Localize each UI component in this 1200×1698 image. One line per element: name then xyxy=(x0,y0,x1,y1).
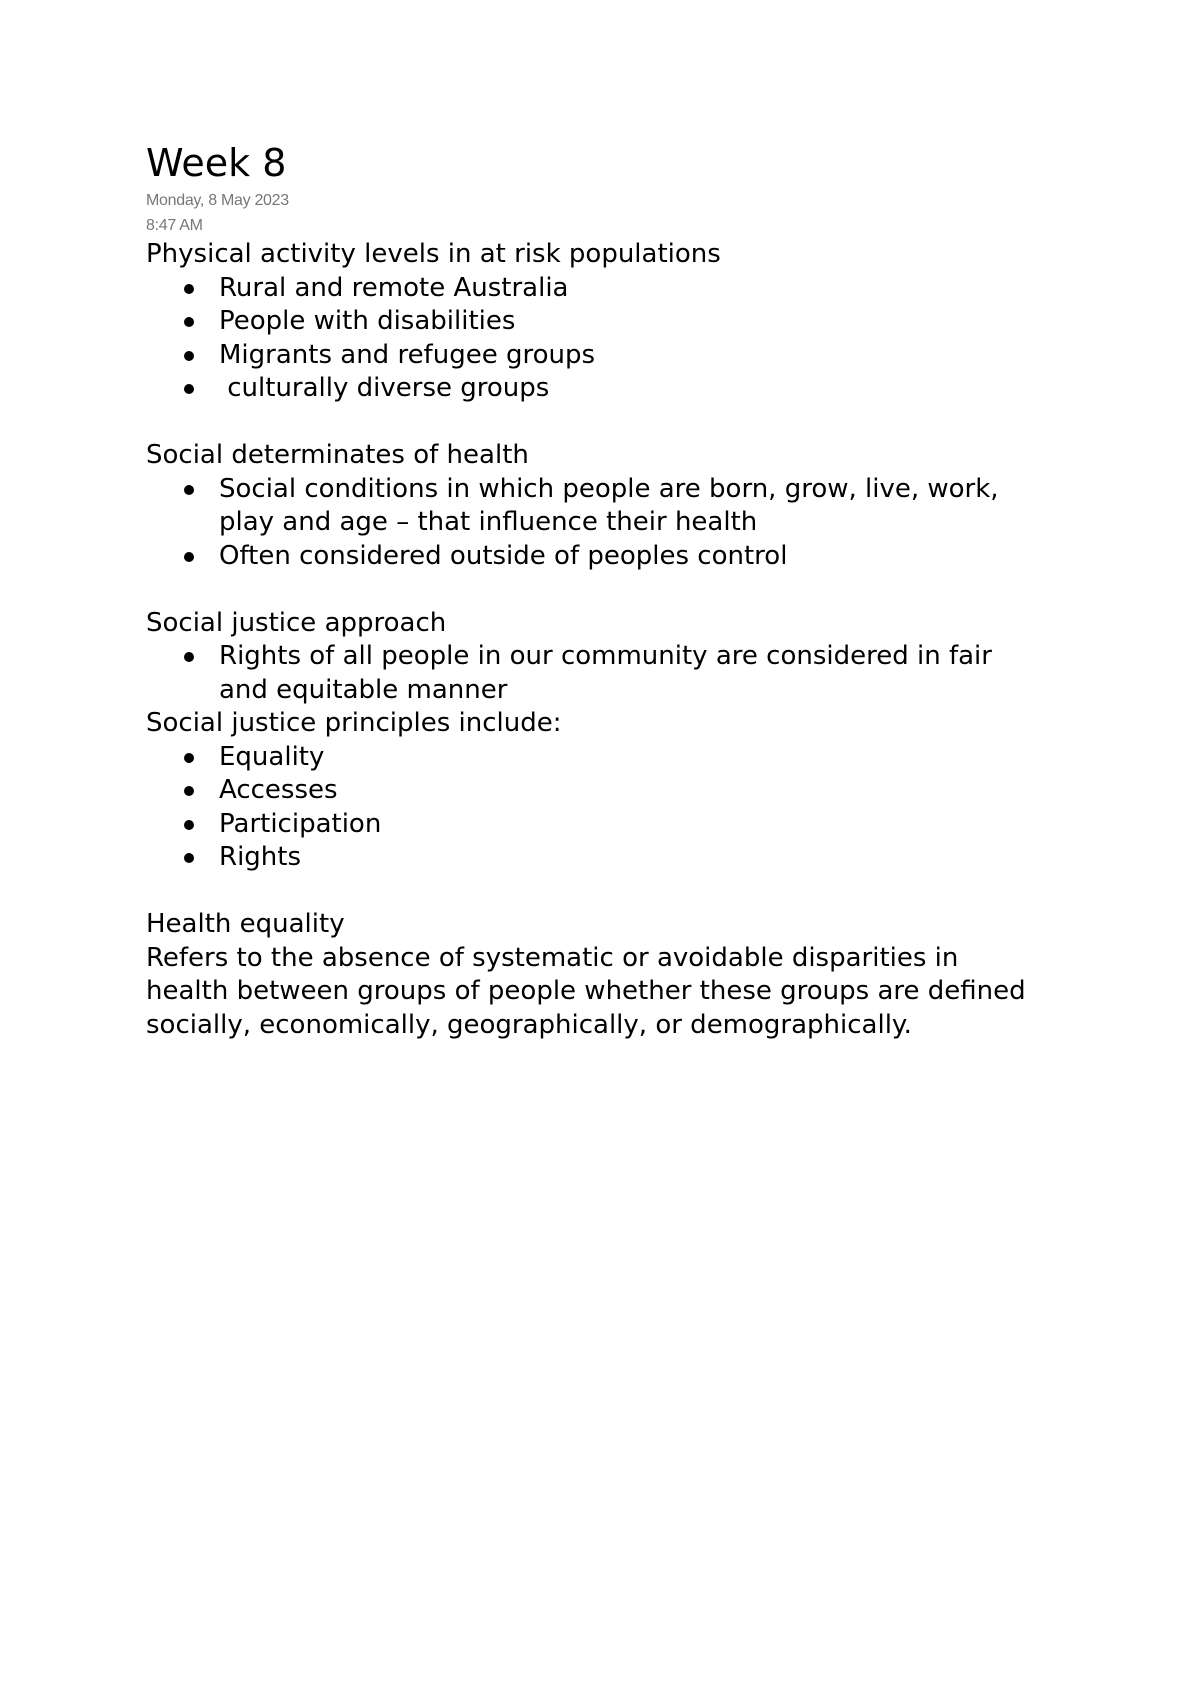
social-justice-principles-heading: Social justice principles include: xyxy=(146,708,562,738)
section-heading-social-justice: Social justice approach xyxy=(146,607,447,638)
section-heading-health-equality: Health equality xyxy=(146,909,345,939)
list-item xyxy=(146,305,1066,339)
list-item-text: Participation xyxy=(219,808,382,839)
section-heading-physical-activity: Physical activity levels in at risk populations xyxy=(146,239,721,269)
bullet-icon xyxy=(184,284,194,294)
list-item xyxy=(146,473,1066,540)
bullet-icon xyxy=(184,351,194,361)
list-item xyxy=(146,372,1066,406)
paragraph-gap xyxy=(146,406,1066,440)
list-item-text: Rights of all people in our community are considered in fair and equitable manner xyxy=(219,641,992,705)
list-item-text: Rural and remote Australia xyxy=(219,272,569,303)
bullet-icon xyxy=(184,317,194,327)
list-item xyxy=(146,741,1066,775)
bullet-icon xyxy=(184,753,194,763)
paragraph-gap xyxy=(146,875,1066,909)
page-title: Week 8 xyxy=(146,141,287,185)
list-item-text: culturally diverse groups xyxy=(219,373,550,403)
bullet-icon xyxy=(184,384,194,394)
list-item-text: Migrants and refugee groups xyxy=(219,339,596,370)
bullet-icon xyxy=(184,820,194,830)
list-item-text: Social conditions in which people are born, grow, live, work, play and age – that influence their health xyxy=(219,473,999,537)
bullet-icon xyxy=(184,652,194,662)
physical-activity-list xyxy=(146,272,1066,406)
note-time: 8:47 AM xyxy=(146,217,203,234)
social-justice-list xyxy=(146,640,1066,707)
bullet-icon xyxy=(184,786,194,796)
list-item-text: Accesses xyxy=(219,775,338,805)
list-item-text: People with disabilities xyxy=(219,306,516,336)
social-determinants-list xyxy=(146,473,1066,574)
list-item-text: Often considered outside of peoples control xyxy=(219,540,788,571)
social-justice-principles-list xyxy=(146,741,1066,875)
list-item-text: Equality xyxy=(219,741,325,772)
list-item xyxy=(146,640,1066,707)
section-heading-social-determinants: Social determinates of health xyxy=(146,440,529,470)
list-item xyxy=(146,841,1066,875)
bullet-icon xyxy=(184,853,194,863)
list-item xyxy=(146,339,1066,373)
list-item-text: Rights xyxy=(219,842,302,872)
list-item xyxy=(146,808,1066,842)
note-page xyxy=(146,140,1066,1042)
bullet-icon xyxy=(184,485,194,495)
health-equality-definition: Refers to the absence of systematic or avoidable disparities in health between groups of people whether these groups are defined socially, economically, geographically, or demographically. xyxy=(146,942,1026,1040)
list-item xyxy=(146,272,1066,306)
bullet-icon xyxy=(184,552,194,562)
paragraph-gap xyxy=(146,573,1066,607)
list-item xyxy=(146,774,1066,808)
list-item xyxy=(146,540,1066,574)
note-date: Monday, 8 May 2023 xyxy=(146,192,289,209)
